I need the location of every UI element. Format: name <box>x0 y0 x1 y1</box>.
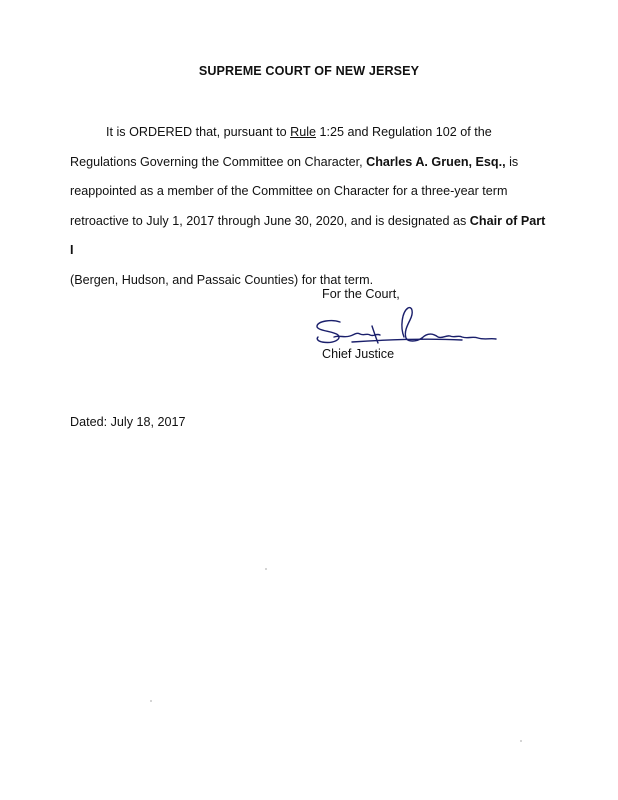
court-title: SUPREME COURT OF NEW JERSEY <box>198 64 420 78</box>
signature-stroke <box>422 334 496 339</box>
rule-reference: Rule <box>290 125 316 139</box>
signature-image <box>312 302 502 352</box>
date-line: Dated: July 18, 2017 <box>70 415 186 429</box>
scan-speck <box>265 568 267 570</box>
order-text-segment: 1:25 and Regulation 102 of the <box>316 125 492 139</box>
appointee-name: Charles A. Gruen, Esq., <box>366 154 506 169</box>
order-line-2 <box>70 148 550 178</box>
order-text-segment: Regulations Governing the Committee on Character, <box>70 154 367 169</box>
signature-stroke <box>334 333 380 337</box>
order-line-5: (Bergen, Hudson, and Passaic Counties) for that term. <box>70 272 374 287</box>
chair-designation: Chair of Part I <box>70 213 546 258</box>
closing-line: For the Court, <box>322 287 400 301</box>
order-text-segment: is <box>505 154 519 169</box>
order-text-segment: retroactive to July 1, 2017 through June 30, 2020, and is designated as <box>70 213 470 228</box>
order-text-segment: It is ORDERED that, pursuant to <box>106 125 291 139</box>
signatory-title: Chief Justice <box>322 347 395 361</box>
order-line-4 <box>70 207 550 266</box>
signature-stroke <box>317 321 340 343</box>
signature-stroke <box>402 308 422 341</box>
scan-speck <box>150 700 152 702</box>
order-line-1 <box>70 118 550 148</box>
scan-speck <box>520 740 522 742</box>
order-text <box>70 118 550 296</box>
order-line-3: reappointed as a member of the Committee on Character for a three-year term <box>70 184 508 199</box>
